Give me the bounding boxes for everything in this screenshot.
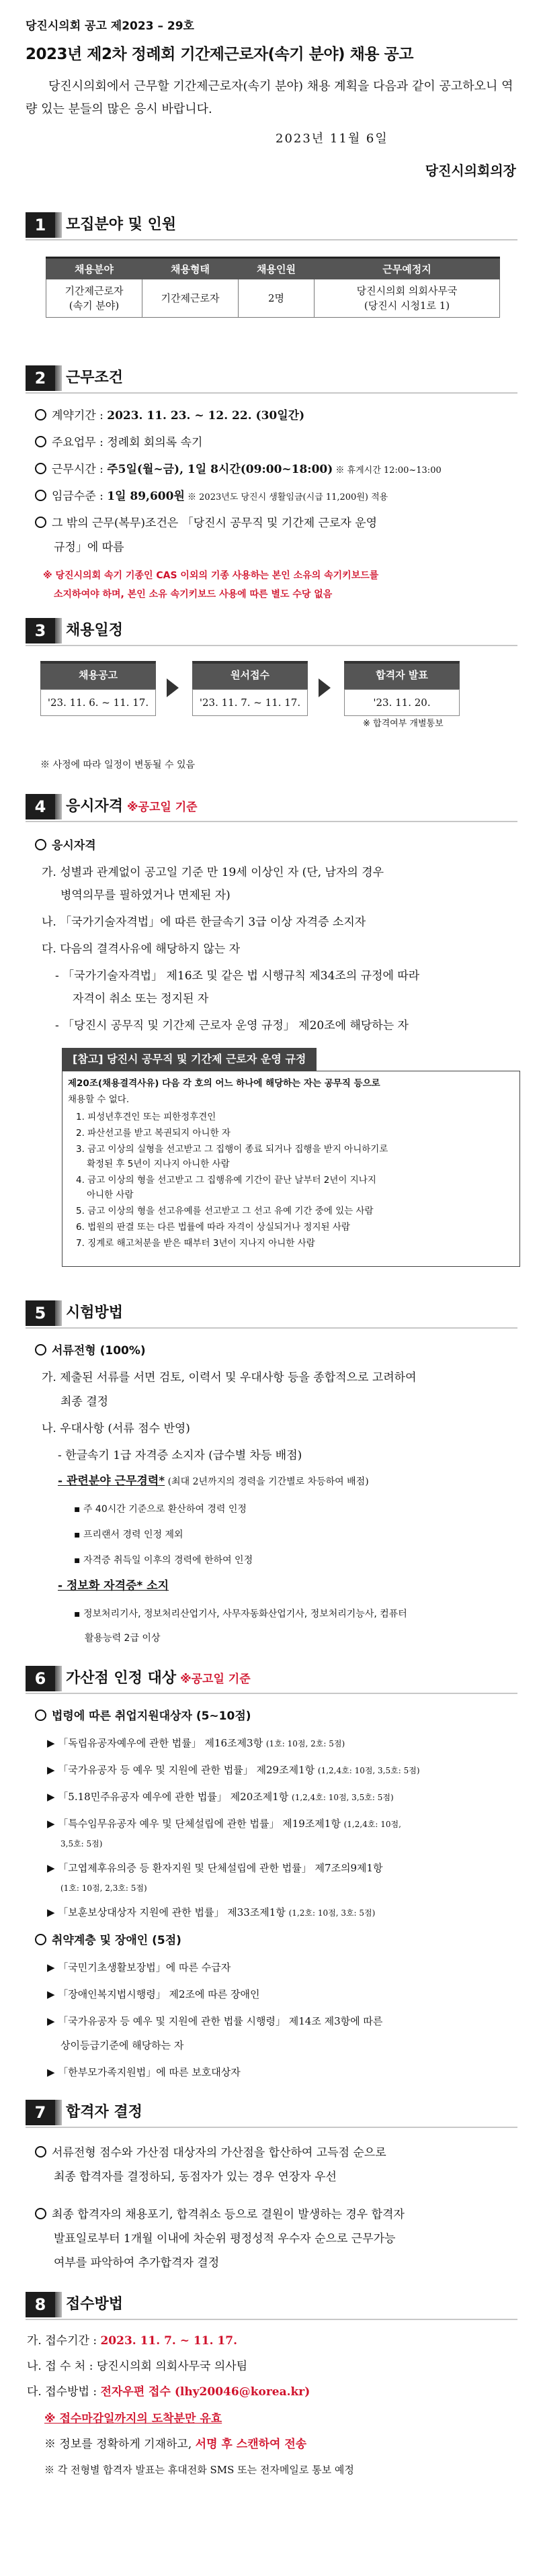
circle-bullet-icon — [35, 2146, 46, 2158]
apply-place: 나. 접 수 처 : 당진시의회 의회사무국 의사팀 — [27, 2360, 248, 2373]
result-notice-note: ※ 합격여부 개별통보 — [363, 719, 444, 729]
exam-s4-cont: 활용능력 2급 이상 — [85, 1633, 161, 1644]
reference-line: 2. 파산선고를 받고 복권되지 아니한 자 — [76, 1128, 231, 1139]
circle-bullet-icon — [35, 1709, 46, 1721]
bonus-item: ▶ 「고엽제후유의증 등 환자지원 및 단체설립에 관한 법률」 제7조의9제1항 — [47, 1862, 383, 1874]
qual-na: 나. 「국가기술자격법」에 따른 한글속기 3급 이상 자격증 소지자 — [42, 916, 366, 929]
keyboard-note-cont: 소지하여야 하며, 본인 소유 속기키보드 사용에 따른 별도 수당 없음 — [54, 589, 333, 600]
section-number: 8 — [26, 2292, 55, 2317]
circle-bullet-icon — [35, 2208, 46, 2219]
reference-line: 제20조(채용결격사유) 다음 각 호의 어느 하나에 해당하는 자는 공무직 등으로 — [68, 1078, 380, 1089]
section-4-header — [26, 794, 517, 819]
table-header: 채용형태 — [142, 258, 239, 279]
table-cell-field: 기간제근로자 (속기 분야) — [46, 279, 142, 318]
section-number: 6 — [26, 1666, 55, 1691]
work-other: 그 밖의 근무(복무)조건은 「당진시 공무직 및 기간제 근로자 운영 — [35, 513, 519, 533]
section-title: 응시자격 ※공고일 기준 — [66, 798, 198, 815]
signature: 당진시의회의장 — [425, 163, 516, 179]
bonus-item: ▶ 「독립유공자예우에 관한 법률」 제16조제3항 (1호: 10점, 2호: 5점) — [47, 1737, 345, 1749]
exam-n3: - 정보화 자격증* 소지 — [58, 1579, 169, 1593]
reference-line: 3. 금고 이상의 실형을 선고받고 그 집행이 종료 되거나 집행을 받지 아니하기로 — [76, 1144, 388, 1155]
qual-da: 다. 다음의 결격사유에 해당하지 않는 자 — [42, 942, 241, 956]
reference-line: 7. 징계로 해고처분을 받은 때부터 3년이 지나지 아니한 사람 — [76, 1238, 315, 1249]
circle-bullet-icon — [35, 839, 46, 850]
work-other-cont: 규정」에 따름 — [54, 541, 124, 554]
section-2-header — [26, 365, 517, 391]
schedule-step: 합격자 발표 — [344, 661, 460, 690]
exam-n2: - 관련분야 근무경력* (최대 2년까지의 경력을 기간별로 차등하여 배점) — [58, 1474, 369, 1488]
table-row — [46, 279, 500, 318]
intro-paragraph: 당진시의회에서 근무할 기간제근로자(속기 분야) 채용 계획을 다음과 같이 공고하오니 역량 있는 분들의 많은 응시 바랍니다. — [26, 79, 513, 116]
exam-ga: 가. 제출된 서류를 서면 검토, 이력서 및 우대사항 등을 종합적으로 고려하여 — [42, 1371, 417, 1384]
section-rule — [26, 2127, 517, 2128]
section-rule — [26, 821, 517, 822]
reference-line: 1. 피성년후견인 또는 피한정후견인 — [76, 1112, 216, 1122]
exam-n1: - 한글속기 1급 자격증 소지자 (급수별 차등 배점) — [58, 1449, 302, 1462]
section-rule — [26, 645, 517, 646]
schedule-date: '23. 11. 6. ~ 11. 17. — [40, 689, 156, 716]
schedule-date: '23. 11. 7. ~ 11. 17. — [192, 689, 308, 716]
arrow-right-icon — [167, 678, 179, 697]
section-rule — [26, 1693, 517, 1694]
decision-p2-cont: 발표일로부터 1개월 이내에 차순위 평정성적 우수자 순으로 근무가능 — [54, 2232, 396, 2246]
exam-head: 서류전형 (100%) — [35, 1341, 519, 1361]
reference-line: 확정된 후 5년이 지나지 아니한 사람 — [87, 1159, 230, 1169]
bonus-item-cont: 상이등급기준에 해당하는 자 — [60, 2039, 184, 2051]
bonus-head-1: 법령에 따른 취업지원대상자 (5~10점) — [35, 1706, 519, 1726]
section-number: 7 — [26, 2100, 55, 2125]
notice-title: 2023년 제2차 정례회 기간제근로자(속기 분야) 채용 공고 — [26, 46, 413, 63]
bonus-head-2: 취약계층 및 장애인 (5점) — [35, 1930, 519, 1951]
decision-p1-cont: 최종 합격자를 결정하되, 동점자가 있는 경우 연장자 우선 — [54, 2170, 337, 2184]
section-rule — [26, 239, 517, 240]
reference-line: 5. 금고 이상의 형을 선고유예를 선고받고 그 선고 유예 기간 중에 있는 사람 — [76, 1206, 374, 1216]
table-header: 채용분야 — [46, 258, 142, 279]
table-header: 근무예정지 — [315, 258, 500, 279]
section-title: 시험방법 — [66, 1304, 124, 1321]
reference-line: 채용할 수 없다. — [68, 1094, 130, 1105]
section-title: 합격자 결정 — [66, 2104, 142, 2121]
qual-head: 응시자격 — [35, 836, 519, 856]
exam-ga-cont: 최종 결정 — [60, 1395, 109, 1409]
reference-line: 4. 금고 이상의 형을 선고받고 그 집행유예 기간이 끝난 날부터 2년이 지나지 — [76, 1175, 376, 1186]
section-1-header — [26, 212, 517, 238]
reference-line: 아니한 사람 — [87, 1190, 134, 1200]
reference-line: 6. 법원의 판결 또는 다른 법률에 따라 자격이 상실되거나 정지된 사람 — [76, 1222, 350, 1233]
section-3-header — [26, 618, 517, 643]
schedule-date: '23. 11. 20. — [344, 689, 460, 716]
decision-p2: 최종 합격자의 채용포기, 합격취소 등으로 결원이 발생하는 경우 합격자 — [35, 2205, 519, 2225]
recruit-table — [46, 257, 500, 318]
section-rule — [26, 392, 517, 394]
apply-note-3: ※ 각 전형별 합격자 발표는 휴대전화 SMS 또는 전자메일로 통보 예정 — [44, 2464, 354, 2476]
schedule-step: 원서접수 — [192, 661, 308, 690]
keyboard-note: ※ 당진시의회 속기 기종인 CAS 이외의 기종 사용하는 본인 소유의 속기키보드를 — [43, 570, 379, 581]
bonus-item-cont: 3,5호: 5점) — [60, 1839, 103, 1849]
bonus-item: ▶ 「한부모가족지원법」에 따른 보호대상자 — [47, 2066, 241, 2078]
section-number: 3 — [26, 618, 55, 643]
bonus-item: ▶ 「보훈보상대상자 지원에 관한 법률」 제33조제1항 (1,2호: 10점, 3호: 5점) — [47, 1906, 376, 1918]
bonus-item: ▶ 「국가유공자 등 예우 및 지원에 관한 법률」 제29조제1항 (1,2,4호: 10점, 3,5호: 5점) — [47, 1764, 420, 1776]
bonus-item: ▶ 「장애인복지법시행령」 제2조에 따른 장애인 — [47, 1988, 260, 2000]
bonus-item-cont: (1호: 10점, 2,3호: 5점) — [60, 1883, 147, 1893]
circle-bullet-icon — [35, 517, 46, 528]
notice-number: 당진시의회 공고 제2023 – 29호 — [26, 19, 194, 33]
section-number: 1 — [26, 212, 55, 238]
section-7-header — [26, 2100, 517, 2125]
qual-ga-cont: 병역의무를 필하였거나 면제된 자) — [60, 889, 231, 902]
table-cell-type: 기간제근로자 — [142, 279, 239, 318]
decision-p2-cont2: 여부를 파악하여 추가합격자 결정 — [54, 2256, 220, 2270]
work-duty: 주요업무 : 정례회 회의록 속기 — [35, 433, 519, 453]
section-rule — [26, 2319, 517, 2320]
section-title: 모집분야 및 인원 — [66, 216, 177, 233]
exam-s4: ▪ 정보처리기사, 정보처리산업기사, 사무자동화산업기사, 정보처리기능사, 컴퓨터 — [74, 1609, 407, 1619]
qual-d2: - 「당진시 공무직 및 기간제 근로자 운영 규정」 제20조에 해당하는 자 — [55, 1019, 409, 1032]
exam-s1: ▪ 주 40시간 기준으로 환산하여 경력 인정 — [74, 1504, 247, 1515]
section-number: 4 — [26, 794, 55, 819]
apply-note-1: ※ 접수마감일까지의 도착분만 유효 — [44, 2412, 222, 2426]
section-title: 근무조건 — [66, 369, 124, 386]
bonus-item: ▶ 「5.18민주유공자 예우에 관한 법률」 제20조제1항 (1,2,4호: 10점, 3,5호: 5점) — [47, 1791, 394, 1803]
section-title: 가산점 인정 대상 ※공고일 기준 — [66, 1670, 251, 1687]
reference-title: [참고] 당진시 공무직 및 기간제 근로자 운영 규정 — [62, 1048, 317, 1071]
qual-d1-cont: 자격이 취소 또는 정지된 자 — [73, 992, 209, 1006]
decision-p1: 서류전형 점수와 가산점 대상자의 가산점을 합산하여 고득점 순으로 — [35, 2143, 519, 2163]
circle-bullet-icon — [35, 1934, 46, 1945]
circle-bullet-icon — [35, 436, 46, 447]
section-number: 2 — [26, 365, 55, 391]
bonus-item: ▶ 「국민기초생활보장법」에 따른 수급자 — [47, 1961, 231, 1973]
section-8-header — [26, 2292, 517, 2317]
section-rule — [26, 1327, 517, 1329]
section-number: 5 — [26, 1300, 55, 1326]
table-cell-count: 2명 — [239, 279, 315, 318]
work-hours: 근무시간 : 주5일(월~금), 1일 8시간(09:00~18:00) ※ 휴게시간 12:00~13:00 — [35, 459, 519, 481]
section-title: 접수방법 — [66, 2296, 124, 2313]
section-5-header — [26, 1300, 517, 1326]
section-6-header — [26, 1666, 517, 1691]
exam-s2: ▪ 프리랜서 경력 인정 제외 — [74, 1529, 183, 1540]
work-period: 계약기간 : 2023. 11. 23. ~ 12. 22. (30일간) — [35, 406, 519, 426]
apply-note-2: ※ 정보를 정확하게 기재하고, 서명 후 스캔하여 전송 — [44, 2438, 307, 2451]
circle-bullet-icon — [35, 1344, 46, 1356]
apply-method: 다. 접수방법 : 전자우편 접수 (lhy20046@korea.kr) — [27, 2385, 310, 2399]
exam-na: 나. 우대사항 (서류 점수 반영) — [42, 1422, 190, 1435]
reference-box — [62, 1071, 520, 1267]
exam-s3: ▪ 자격증 취득일 이후의 경력에 한하여 인정 — [74, 1555, 253, 1566]
table-header-row — [46, 258, 500, 279]
bonus-item: ▶ 「특수임무유공자 예우 및 단체설립에 관한 법률」 제19조제1항 (1,2,4호: 10점, — [47, 1818, 401, 1830]
section-title: 채용일정 — [66, 622, 124, 639]
apply-period: 가. 접수기간 : 2023. 11. 7. ~ 11. 17. — [27, 2334, 237, 2348]
schedule-step: 채용공고 — [40, 661, 156, 690]
circle-bullet-icon — [35, 463, 46, 474]
schedule-note: ※ 사정에 따라 일정이 변동될 수 있음 — [40, 760, 196, 770]
notice-date: 2023년 11월 6일 — [276, 132, 388, 146]
table-cell-place: 당진시의회 의회사무국 (당진시 시청1로 1) — [315, 279, 500, 318]
circle-bullet-icon — [35, 409, 46, 420]
table-header: 채용인원 — [239, 258, 315, 279]
arrow-right-icon — [319, 678, 331, 697]
bonus-item: ▶ 「국가유공자 등 예우 및 지원에 관한 법률 시행령」 제14조 제3항에 따른 — [47, 2015, 383, 2027]
work-wage: 임금수준 : 1일 89,600원 ※ 2023년도 당진시 생활임금(시급 11,200원) 적용 — [35, 486, 519, 508]
circle-bullet-icon — [35, 490, 46, 501]
qual-d1: - 「국가기술자격법」 제16조 및 같은 법 시행규칙 제34조의 규정에 따라 — [55, 969, 420, 983]
qual-ga: 가. 성별과 관계없이 공고일 기준 만 19세 이상인 자 (단, 남자의 경우 — [42, 866, 384, 879]
